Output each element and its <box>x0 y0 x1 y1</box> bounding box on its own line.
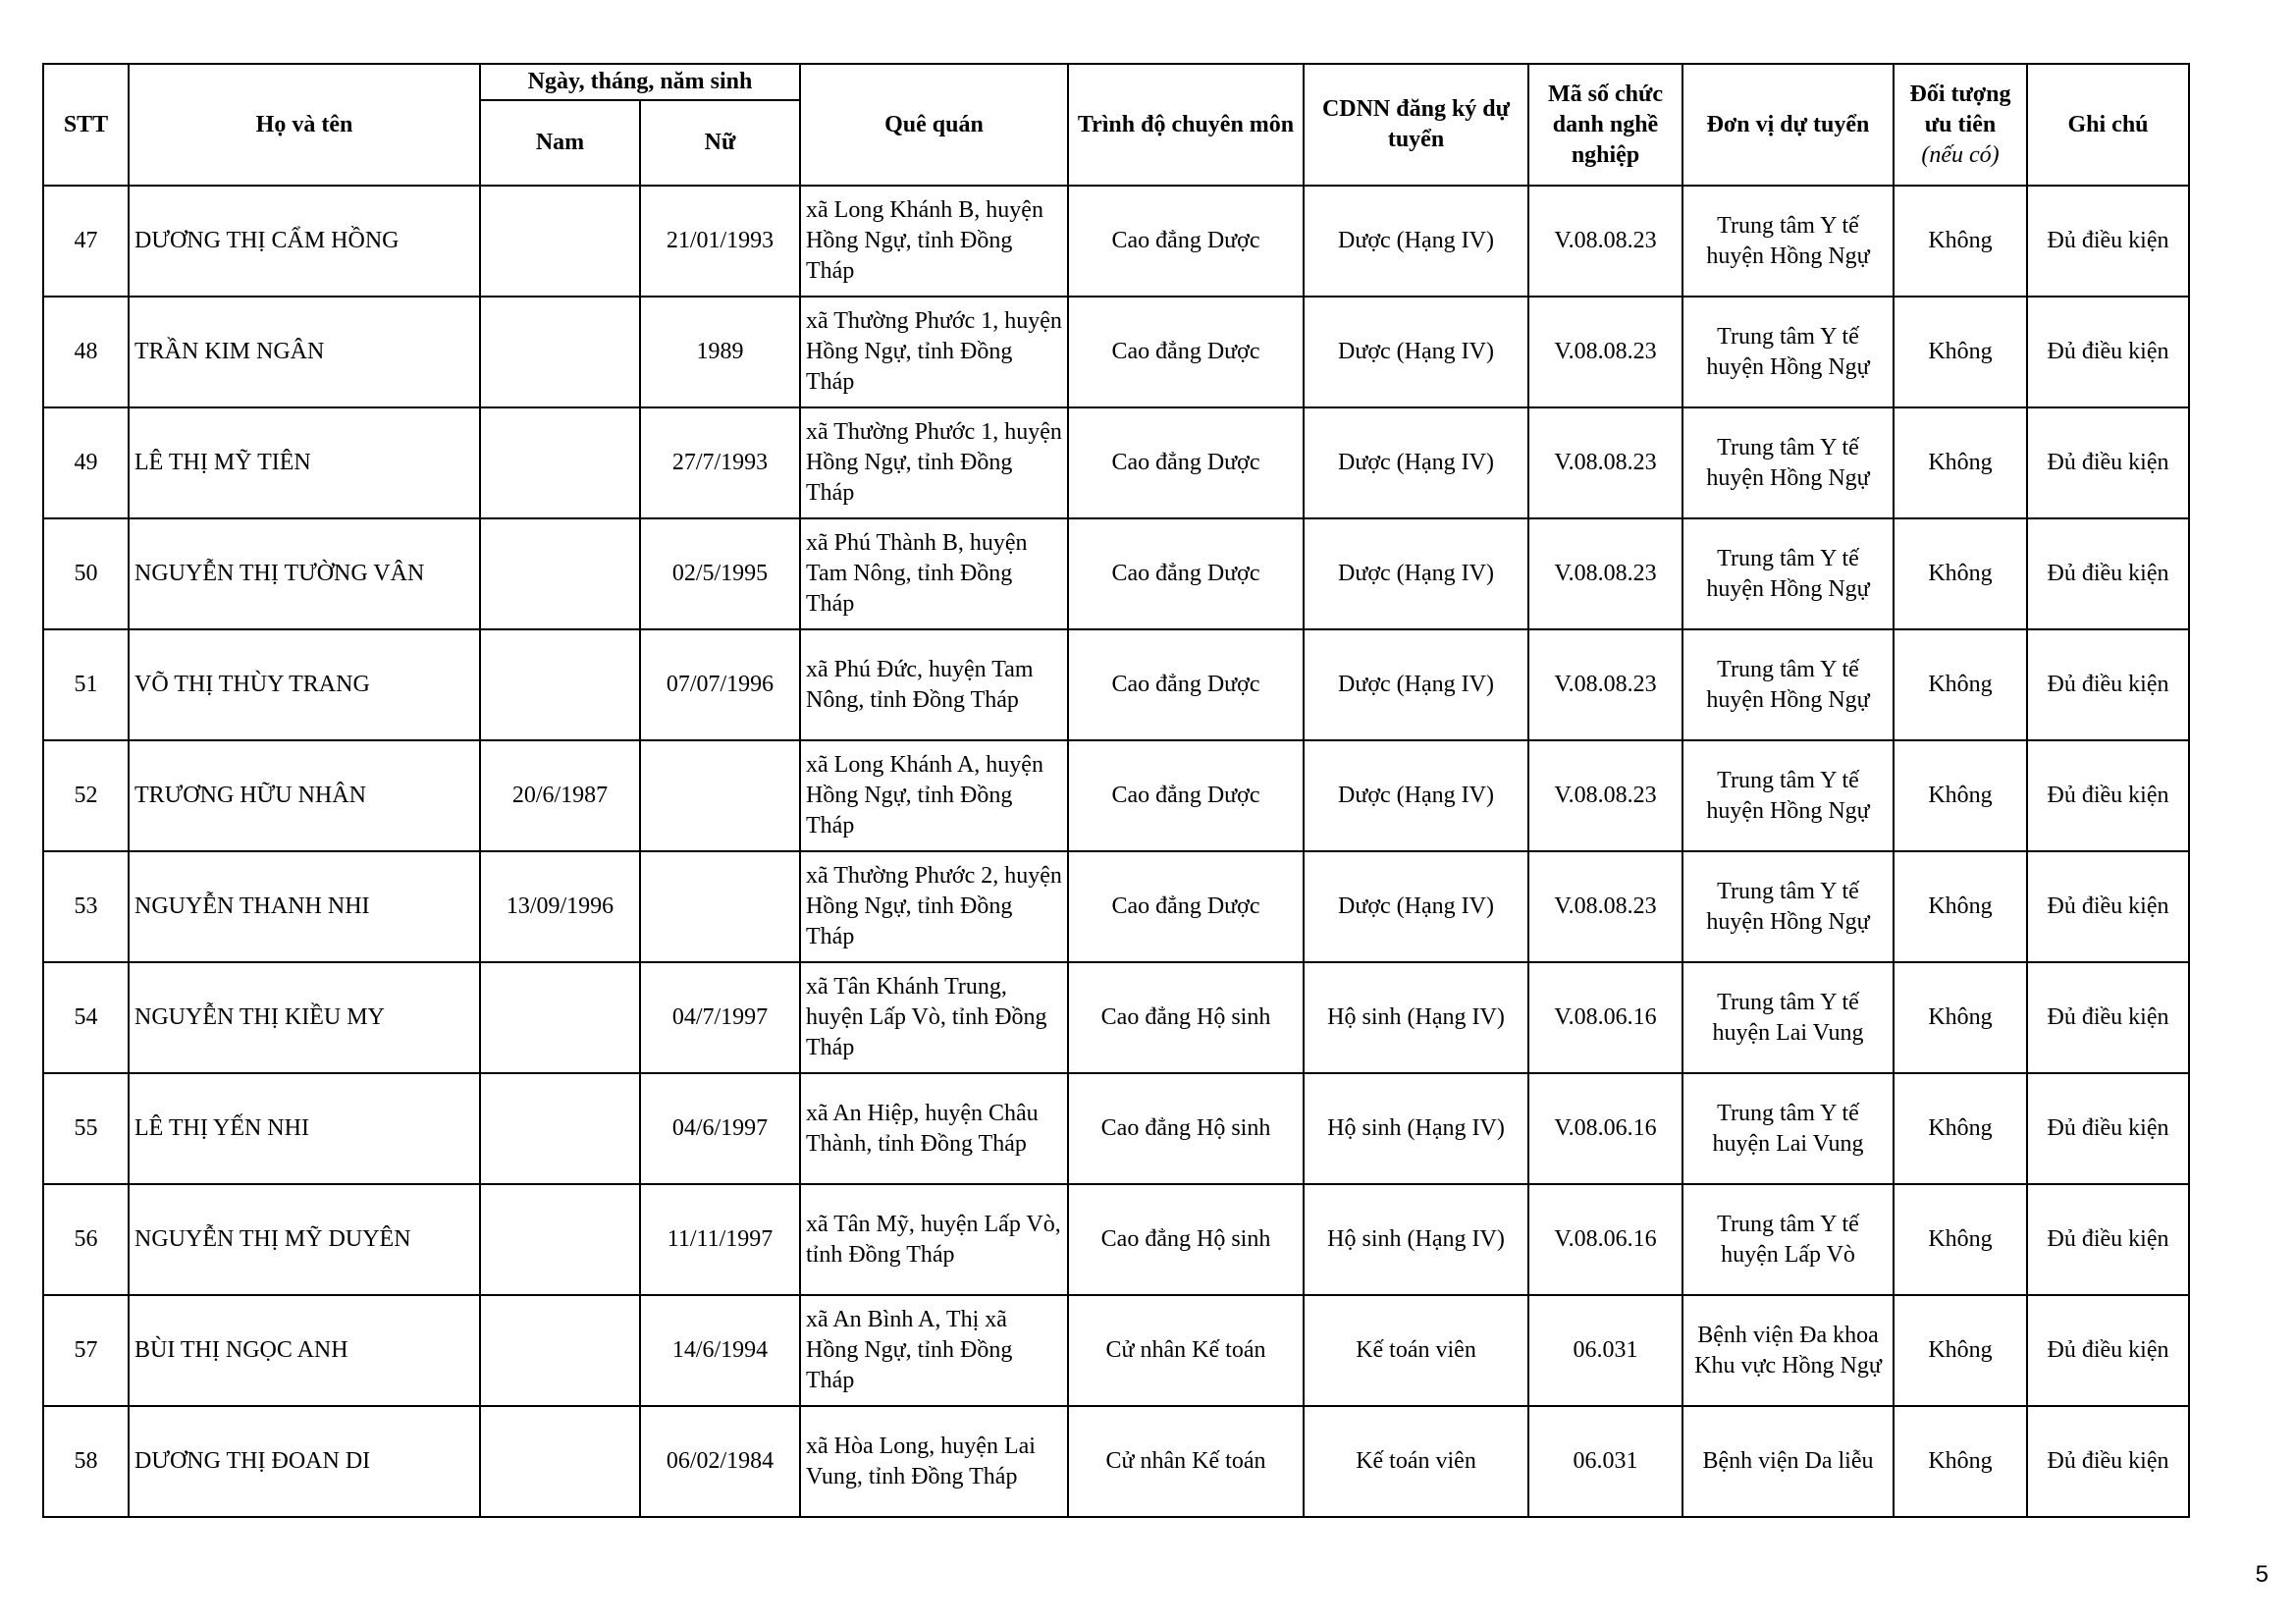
header-name: Họ và tên <box>129 64 480 186</box>
table-row <box>43 186 2189 297</box>
cell-qualification: Cao đẳng Hộ sinh <box>1068 1073 1304 1184</box>
cell-note: Đủ điều kiện <box>2027 1184 2189 1295</box>
cell-note: Đủ điều kiện <box>2027 1406 2189 1517</box>
cell-dob-male <box>480 1295 640 1406</box>
cell-code: 06.031 <box>1528 1406 1682 1517</box>
cell-hometown: xã Thường Phước 1, huyện Hồng Ngự, tỉnh Đồng Tháp <box>800 407 1068 518</box>
cell-hometown: xã Thường Phước 1, huyện Hồng Ngự, tỉnh Đồng Tháp <box>800 297 1068 407</box>
cell-dob-male <box>480 407 640 518</box>
cell-priority: Không <box>1894 740 2027 851</box>
cell-dob-male <box>480 1406 640 1517</box>
cell-name: BÙI THỊ NGỌC ANH <box>129 1295 480 1406</box>
cell-cdnn: Hộ sinh (Hạng IV) <box>1304 1073 1528 1184</box>
cell-note: Đủ điều kiện <box>2027 740 2189 851</box>
header-male: Nam <box>480 100 640 186</box>
cell-hometown: xã An Hiệp, huyện Châu Thành, tỉnh Đồng Tháp <box>800 1073 1068 1184</box>
header-priority <box>1894 64 2027 186</box>
cell-qualification: Cử nhân Kế toán <box>1068 1295 1304 1406</box>
cell-hometown: xã Tân Khánh Trung, huyện Lấp Vò, tỉnh Đồng Tháp <box>800 962 1068 1073</box>
cell-priority: Không <box>1894 851 2027 962</box>
cell-code: V.08.06.16 <box>1528 1073 1682 1184</box>
cell-note: Đủ điều kiện <box>2027 297 2189 407</box>
table-row <box>43 1184 2189 1295</box>
cell-dob-female <box>640 851 800 962</box>
cell-stt: 55 <box>43 1073 129 1184</box>
cell-dob-male <box>480 962 640 1073</box>
cell-priority: Không <box>1894 518 2027 629</box>
table-row <box>43 297 2189 407</box>
cell-hometown: xã An Bình A, Thị xã Hồng Ngự, tỉnh Đồng Tháp <box>800 1295 1068 1406</box>
cell-code: V.08.08.23 <box>1528 186 1682 297</box>
cell-dob-female: 11/11/1997 <box>640 1184 800 1295</box>
cell-name: TRƯƠNG HỮU NHÂN <box>129 740 480 851</box>
cell-dob-female: 04/7/1997 <box>640 962 800 1073</box>
cell-priority: Không <box>1894 629 2027 740</box>
cell-qualification: Cao đẳng Hộ sinh <box>1068 1184 1304 1295</box>
cell-note: Đủ điều kiện <box>2027 962 2189 1073</box>
cell-code: V.08.06.16 <box>1528 1184 1682 1295</box>
cell-dob-male: 20/6/1987 <box>480 740 640 851</box>
cell-note: Đủ điều kiện <box>2027 629 2189 740</box>
cell-hometown: xã Phú Thành B, huyện Tam Nông, tỉnh Đồng Tháp <box>800 518 1068 629</box>
cell-dob-female: 27/7/1993 <box>640 407 800 518</box>
cell-unit: Trung tâm Y tế huyện Hồng Ngự <box>1682 629 1894 740</box>
cell-qualification: Cao đẳng Dược <box>1068 518 1304 629</box>
cell-note: Đủ điều kiện <box>2027 518 2189 629</box>
cell-dob-male <box>480 1073 640 1184</box>
cell-name: NGUYỄN THỊ MỸ DUYÊN <box>129 1184 480 1295</box>
cell-dob-male <box>480 1184 640 1295</box>
cell-code: V.08.08.23 <box>1528 407 1682 518</box>
cell-hometown: xã Hòa Long, huyện Lai Vung, tỉnh Đồng Tháp <box>800 1406 1068 1517</box>
cell-dob-female: 02/5/1995 <box>640 518 800 629</box>
cell-cdnn: Dược (Hạng IV) <box>1304 407 1528 518</box>
table-row <box>43 407 2189 518</box>
cell-cdnn: Dược (Hạng IV) <box>1304 518 1528 629</box>
cell-name: NGUYỄN THỊ TƯỜNG VÂN <box>129 518 480 629</box>
cell-stt: 51 <box>43 629 129 740</box>
cell-unit: Trung tâm Y tế huyện Hồng Ngự <box>1682 186 1894 297</box>
table-header <box>43 64 2189 186</box>
cell-qualification: Cao đẳng Dược <box>1068 407 1304 518</box>
cell-dob-female: 04/6/1997 <box>640 1073 800 1184</box>
header-code: Mã số chức danh nghề nghiệp <box>1528 64 1682 186</box>
cell-stt: 56 <box>43 1184 129 1295</box>
header-hometown: Quê quán <box>800 64 1068 186</box>
cell-name: LÊ THỊ YẾN NHI <box>129 1073 480 1184</box>
header-note: Ghi chú <box>2027 64 2189 186</box>
cell-stt: 49 <box>43 407 129 518</box>
cell-stt: 50 <box>43 518 129 629</box>
cell-priority: Không <box>1894 1184 2027 1295</box>
cell-dob-female: 1989 <box>640 297 800 407</box>
cell-name: NGUYỄN THỊ KIỀU MY <box>129 962 480 1073</box>
cell-hometown: xã Tân Mỹ, huyện Lấp Vò, tỉnh Đồng Tháp <box>800 1184 1068 1295</box>
cell-code: V.08.08.23 <box>1528 297 1682 407</box>
cell-priority: Không <box>1894 1073 2027 1184</box>
cell-priority: Không <box>1894 186 2027 297</box>
cell-hometown: xã Long Khánh A, huyện Hồng Ngự, tỉnh Đồng Tháp <box>800 740 1068 851</box>
cell-qualification: Cao đẳng Hộ sinh <box>1068 962 1304 1073</box>
cell-note: Đủ điều kiện <box>2027 1073 2189 1184</box>
cell-dob-female: 21/01/1993 <box>640 186 800 297</box>
cell-stt: 47 <box>43 186 129 297</box>
cell-stt: 58 <box>43 1406 129 1517</box>
cell-unit: Trung tâm Y tế huyện Hồng Ngự <box>1682 740 1894 851</box>
cell-stt: 52 <box>43 740 129 851</box>
cell-name: VÕ THỊ THÙY TRANG <box>129 629 480 740</box>
cell-note: Đủ điều kiện <box>2027 851 2189 962</box>
cell-unit: Bệnh viện Đa khoa Khu vực Hồng Ngự <box>1682 1295 1894 1406</box>
header-priority-sub: (nếu có) <box>1921 141 2000 168</box>
cell-priority: Không <box>1894 297 2027 407</box>
table-row <box>43 1073 2189 1184</box>
header-unit: Đơn vị dự tuyển <box>1682 64 1894 186</box>
header-stt: STT <box>43 64 129 186</box>
cell-dob-female <box>640 740 800 851</box>
table-row <box>43 518 2189 629</box>
cell-dob-male <box>480 186 640 297</box>
cell-note: Đủ điều kiện <box>2027 1295 2189 1406</box>
cell-qualification: Cao đẳng Dược <box>1068 629 1304 740</box>
header-priority-label: Đối tượng ưu tiên <box>1909 81 2011 137</box>
cell-hometown: xã Thường Phước 2, huyện Hồng Ngự, tỉnh Đồng Tháp <box>800 851 1068 962</box>
cell-note: Đủ điều kiện <box>2027 186 2189 297</box>
cell-stt: 57 <box>43 1295 129 1406</box>
cell-qualification: Cao đẳng Dược <box>1068 740 1304 851</box>
cell-code: V.08.08.23 <box>1528 629 1682 740</box>
cell-unit: Bệnh viện Da liễu <box>1682 1406 1894 1517</box>
cell-cdnn: Hộ sinh (Hạng IV) <box>1304 1184 1528 1295</box>
cell-hometown: xã Phú Đức, huyện Tam Nông, tỉnh Đồng Tháp <box>800 629 1068 740</box>
cell-name: DƯƠNG THỊ ĐOAN DI <box>129 1406 480 1517</box>
page-number: 5 <box>2255 1561 2269 1588</box>
cell-unit: Trung tâm Y tế huyện Hồng Ngự <box>1682 518 1894 629</box>
table-row <box>43 1406 2189 1517</box>
cell-qualification: Cao đẳng Dược <box>1068 851 1304 962</box>
table-body <box>43 186 2189 1517</box>
cell-code: V.08.08.23 <box>1528 740 1682 851</box>
cell-cdnn: Dược (Hạng IV) <box>1304 297 1528 407</box>
table-row <box>43 851 2189 962</box>
cell-dob-female: 14/6/1994 <box>640 1295 800 1406</box>
cell-qualification: Cao đẳng Dược <box>1068 186 1304 297</box>
cell-code: V.08.08.23 <box>1528 851 1682 962</box>
cell-name: TRẦN KIM NGÂN <box>129 297 480 407</box>
cell-cdnn: Hộ sinh (Hạng IV) <box>1304 962 1528 1073</box>
header-cdnn: CDNN đăng ký dự tuyển <box>1304 64 1528 186</box>
cell-qualification: Cử nhân Kế toán <box>1068 1406 1304 1517</box>
cell-dob-male <box>480 297 640 407</box>
cell-code: 06.031 <box>1528 1295 1682 1406</box>
cell-name: NGUYỄN THANH NHI <box>129 851 480 962</box>
cell-unit: Trung tâm Y tế huyện Lấp Vò <box>1682 1184 1894 1295</box>
cell-dob-female: 07/07/1996 <box>640 629 800 740</box>
cell-code: V.08.08.23 <box>1528 518 1682 629</box>
cell-dob-male: 13/09/1996 <box>480 851 640 962</box>
cell-name: DƯƠNG THỊ CẨM HỒNG <box>129 186 480 297</box>
cell-cdnn: Dược (Hạng IV) <box>1304 629 1528 740</box>
cell-unit: Trung tâm Y tế huyện Hồng Ngự <box>1682 297 1894 407</box>
cell-priority: Không <box>1894 1295 2027 1406</box>
cell-name: LÊ THỊ MỸ TIÊN <box>129 407 480 518</box>
cell-unit: Trung tâm Y tế huyện Hồng Ngự <box>1682 407 1894 518</box>
cell-unit: Trung tâm Y tế huyện Hồng Ngự <box>1682 851 1894 962</box>
cell-unit: Trung tâm Y tế huyện Lai Vung <box>1682 1073 1894 1184</box>
header-qualification: Trình độ chuyên môn <box>1068 64 1304 186</box>
cell-note: Đủ điều kiện <box>2027 407 2189 518</box>
header-female: Nữ <box>640 100 800 186</box>
cell-priority: Không <box>1894 1406 2027 1517</box>
cell-code: V.08.06.16 <box>1528 962 1682 1073</box>
cell-cdnn: Kế toán viên <box>1304 1406 1528 1517</box>
candidate-table <box>42 63 2190 1518</box>
table-row <box>43 740 2189 851</box>
cell-stt: 48 <box>43 297 129 407</box>
cell-cdnn: Dược (Hạng IV) <box>1304 740 1528 851</box>
cell-stt: 53 <box>43 851 129 962</box>
cell-priority: Không <box>1894 962 2027 1073</box>
table-row <box>43 962 2189 1073</box>
cell-qualification: Cao đẳng Dược <box>1068 297 1304 407</box>
header-dob-group: Ngày, tháng, năm sinh <box>480 64 800 100</box>
cell-dob-female: 06/02/1984 <box>640 1406 800 1517</box>
table-row <box>43 1295 2189 1406</box>
cell-cdnn: Dược (Hạng IV) <box>1304 186 1528 297</box>
cell-stt: 54 <box>43 962 129 1073</box>
cell-cdnn: Kế toán viên <box>1304 1295 1528 1406</box>
cell-cdnn: Dược (Hạng IV) <box>1304 851 1528 962</box>
cell-dob-male <box>480 629 640 740</box>
table-row <box>43 629 2189 740</box>
cell-hometown: xã Long Khánh B, huyện Hồng Ngự, tỉnh Đồng Tháp <box>800 186 1068 297</box>
cell-dob-male <box>480 518 640 629</box>
cell-priority: Không <box>1894 407 2027 518</box>
cell-unit: Trung tâm Y tế huyện Lai Vung <box>1682 962 1894 1073</box>
